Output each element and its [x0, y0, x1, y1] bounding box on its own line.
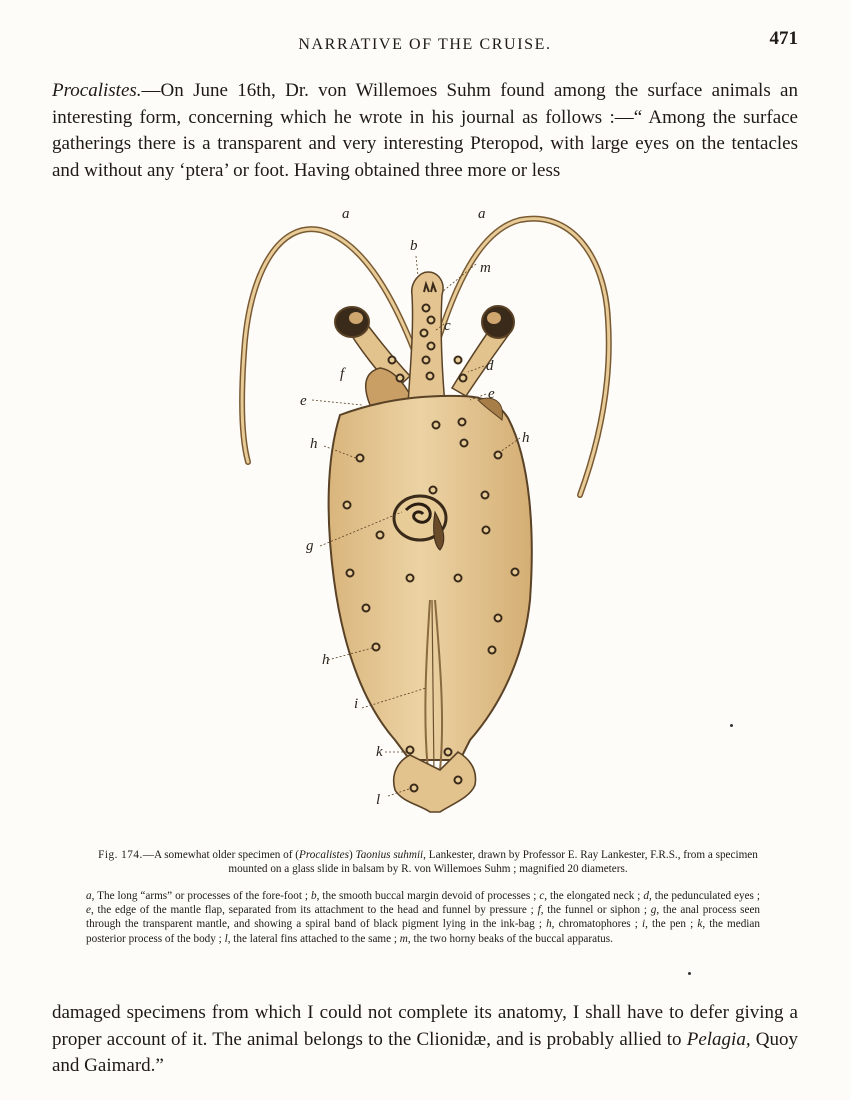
figure-number: Fig. 174.: [98, 849, 143, 861]
caption-text-1: —A somewhat older specimen of (: [142, 849, 300, 861]
paragraph-continued: [52, 1000, 798, 1080]
paragraph-continued-text-2: Quoy and Gaimard.”: [52, 1028, 798, 1076]
legend-key-k: k: [697, 918, 703, 931]
legend-key-e: e: [86, 904, 91, 917]
label-h-lower: h: [322, 652, 330, 668]
legend-text-f: , the funnel or siphon ;: [540, 904, 651, 917]
mantle: [329, 396, 532, 760]
label-e-left: e: [300, 393, 307, 409]
legend-key-g: g: [650, 904, 657, 917]
stray-ink-dot: [730, 724, 733, 727]
label-m: m: [480, 260, 491, 276]
legend-key-f: f: [537, 904, 541, 917]
running-title: NARRATIVE OF THE CRUISE.: [298, 36, 552, 53]
stray-ink-dot: [688, 972, 691, 975]
figure-legend: [86, 889, 760, 946]
label-h-upper-left: h: [310, 436, 318, 452]
legend-text-a: , The long “arms” or processes of the fore-foot ;: [91, 890, 312, 902]
legend-key-l: l: [224, 932, 228, 945]
figure-caption: [78, 848, 778, 876]
caption-species: Taonius suhmii: [355, 849, 424, 861]
legend-text-g: , the anal process seen through the transparent mantle, and showing a spiral band of black pigment lying in the ink-bag ;: [86, 904, 761, 931]
caption-text-3: , Lankester, drawn by Professor E. Ray Lankester, F.R.S., from a specimen mounted on a glass slide in balsam by R. von Willemoes Suhm ; magnified 20 diameters.: [228, 849, 758, 875]
right-eye-highlight: [487, 312, 501, 324]
legend-text-b: , the smooth buccal margin devoid of processes ;: [316, 890, 540, 902]
legend-key-b: b: [311, 890, 317, 902]
paragraph-intro-text: —On June 16th, Dr. von Willemoes Suhm found among the surface animals an interesting form, concerning which he wrote in his journal as follows :—“ Among the surface gatherings there is a transparent and very interesting Pteropod, with large eyes on the tentacles and without any ‘ptera’ or foot. Having obtained three more or less: [52, 80, 798, 181]
label-e-right: e: [488, 386, 495, 402]
squid-drawing: [230, 200, 650, 820]
caption-genus: Procalistes: [299, 849, 349, 861]
label-a-right: a: [478, 206, 486, 222]
figure-174-illustration: [230, 200, 650, 820]
caption-text-2: ): [348, 849, 356, 861]
paragraph-continued-text-1: damaged specimens from which I could not complete its anatomy, I shall have to defer giving a proper account of it. The animal belongs to the Clionidæ, and is probably allied to: [52, 1002, 798, 1050]
legend-key-h: h: [546, 918, 552, 931]
label-i: i: [354, 696, 359, 712]
label-b: b: [410, 238, 418, 254]
legend-key-d: d: [643, 890, 649, 902]
label-g: g: [306, 538, 314, 554]
legend-text-h: , chromatophores ;: [551, 918, 643, 931]
legend-text-k: , the median posterior process of the body ;: [86, 918, 760, 945]
legend-key-m: m: [399, 932, 408, 945]
legend-text-e: , the edge of the mantle flap, separated from its attachment to the head and funnel by pressure ;: [90, 904, 538, 917]
left-eye-highlight: [349, 312, 363, 324]
label-a-left: a: [342, 206, 350, 222]
legend-key-c: c: [539, 890, 545, 902]
legend-key-a: a: [86, 890, 92, 902]
page-number: 471: [769, 28, 798, 49]
legend-text-m: , the two horny beaks of the buccal apparatus.: [407, 932, 613, 945]
legend-text-c: , the elongated neck ;: [544, 890, 644, 902]
paragraph-intro: [52, 78, 798, 184]
genus-name-procalistes: Procalistes.: [52, 80, 142, 101]
legend-text-i: , the pen ;: [645, 918, 698, 931]
genus-name-pelagia: Pelagia,: [686, 1028, 751, 1050]
neck: [408, 272, 445, 405]
legend-key-i: i: [642, 918, 646, 931]
legend-text-l: , the lateral fins attached to the same ;: [227, 932, 400, 945]
label-h-upper-right: h: [522, 430, 530, 446]
label-k: k: [376, 744, 383, 760]
label-l: l: [376, 792, 381, 808]
label-f: f: [340, 366, 345, 382]
label-c: c: [444, 318, 451, 334]
label-d: d: [486, 358, 494, 374]
legend-text-d: , the pedunculated eyes ;: [648, 890, 760, 902]
